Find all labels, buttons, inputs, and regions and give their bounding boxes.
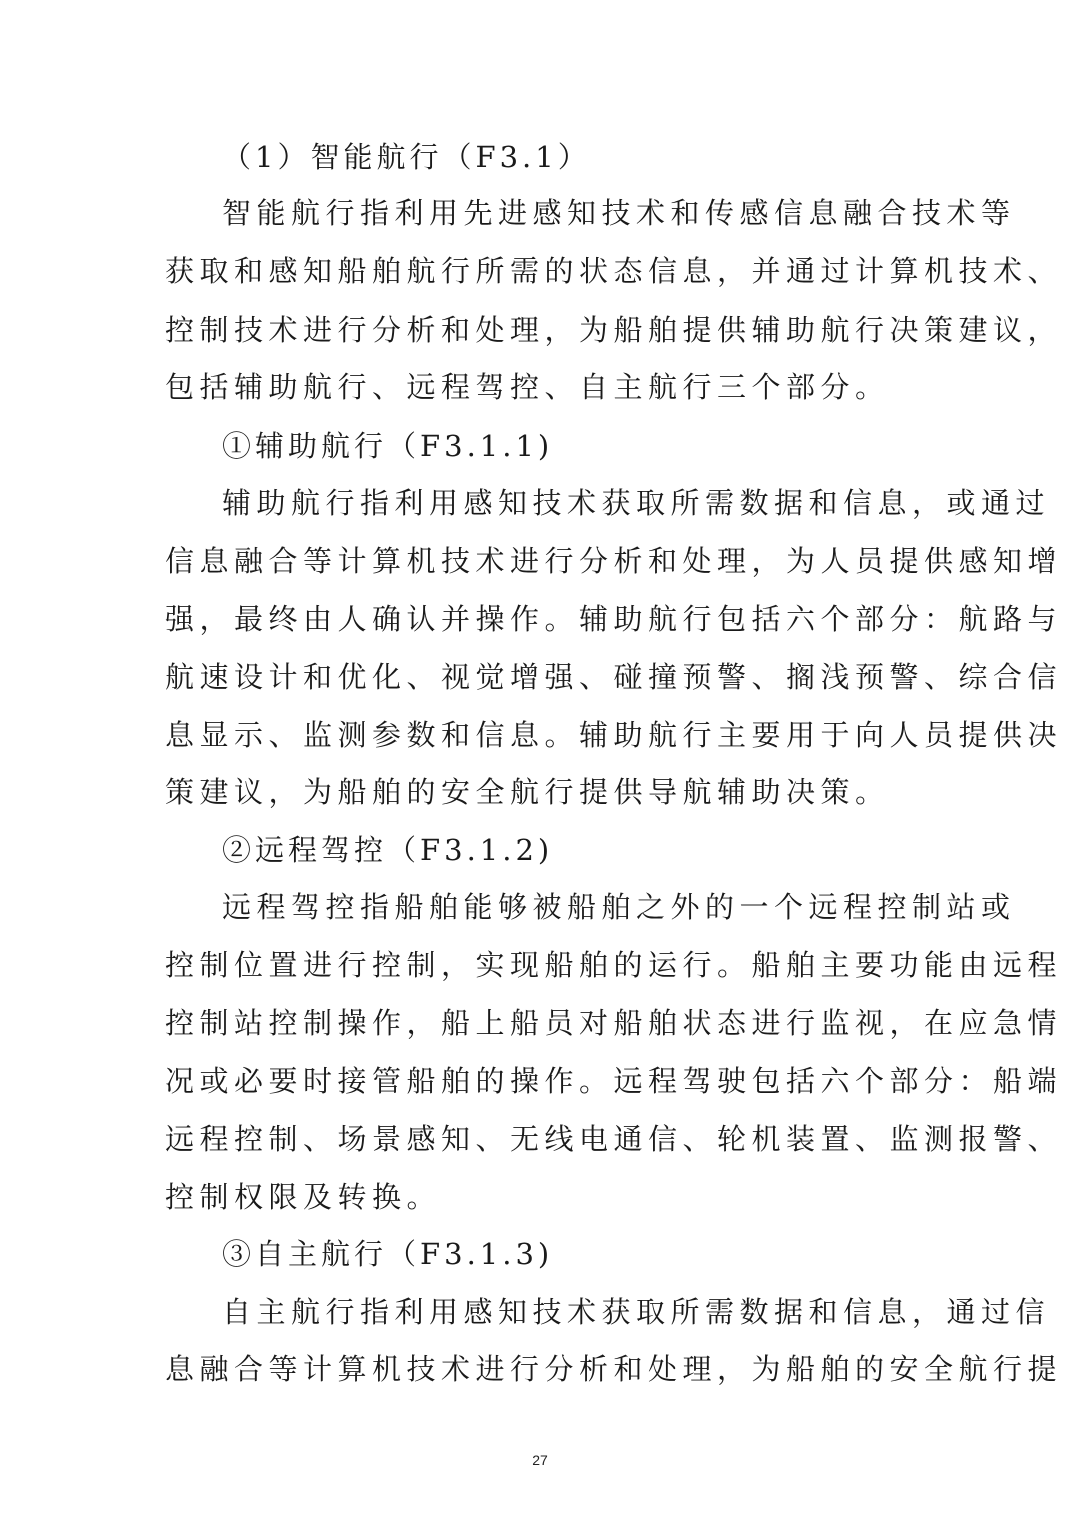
section-heading-assisted-navigation: ①辅助航行（F3.1.1) [222, 429, 554, 463]
paragraph-line: 控制技术进行分析和处理，为船舶提供辅助航行决策建议， [165, 313, 1063, 347]
page-number: 27 [532, 1452, 548, 1468]
paragraph-line: 息融合等计算机技术进行分析和处理，为船舶的安全航行提 [165, 1352, 1063, 1386]
paragraph-line: 信息融合等计算机技术进行分析和处理，为人员提供感知增 [165, 544, 1063, 578]
paragraph-line: 包括辅助航行、远程驾控、自主航行三个部分。 [165, 370, 890, 404]
paragraph-line: 控制位置进行控制，实现船舶的运行。船舶主要功能由远程 [165, 948, 1063, 982]
paragraph-line: 控制权限及转换。 [165, 1180, 442, 1214]
paragraph-line: 辅助航行指利用感知技术获取所需数据和信息，或通过 [222, 486, 1051, 520]
paragraph-line: 策建议，为船舶的安全航行提供导航辅助决策。 [165, 775, 890, 809]
section-heading-remote-control: ②远程驾控（F3.1.2) [222, 833, 554, 867]
paragraph-line: 息显示、监测参数和信息。辅助航行主要用于向人员提供决 [165, 718, 1063, 752]
paragraph-line: 远程驾控指船舶能够被船舶之外的一个远程控制站或 [222, 890, 1016, 924]
section-heading-autonomous-navigation: ③自主航行（F3.1.3) [222, 1237, 554, 1271]
section-heading-smart-navigation: （1）智能航行（F3.1） [222, 140, 591, 174]
paragraph-line: 控制站控制操作，船上船员对船舶状态进行监视，在应急情 [165, 1006, 1063, 1040]
paragraph-line: 航速设计和优化、视觉增强、碰撞预警、搁浅预警、综合信 [165, 660, 1063, 694]
paragraph-line: 强，最终由人确认并操作。辅助航行包括六个部分：航路与 [165, 602, 1063, 636]
paragraph-line: 自主航行指利用感知技术获取所需数据和信息，通过信 [222, 1295, 1051, 1329]
paragraph-line: 获取和感知船舶航行所需的状态信息，并通过计算机技术、 [165, 254, 1063, 288]
paragraph-line: 远程控制、场景感知、无线电通信、轮机装置、监测报警、 [165, 1122, 1063, 1156]
paragraph-line: 智能航行指利用先进感知技术和传感信息融合技术等 [222, 196, 1016, 230]
paragraph-line: 况或必要时接管船舶的操作。远程驾驶包括六个部分：船端 [165, 1064, 1063, 1098]
